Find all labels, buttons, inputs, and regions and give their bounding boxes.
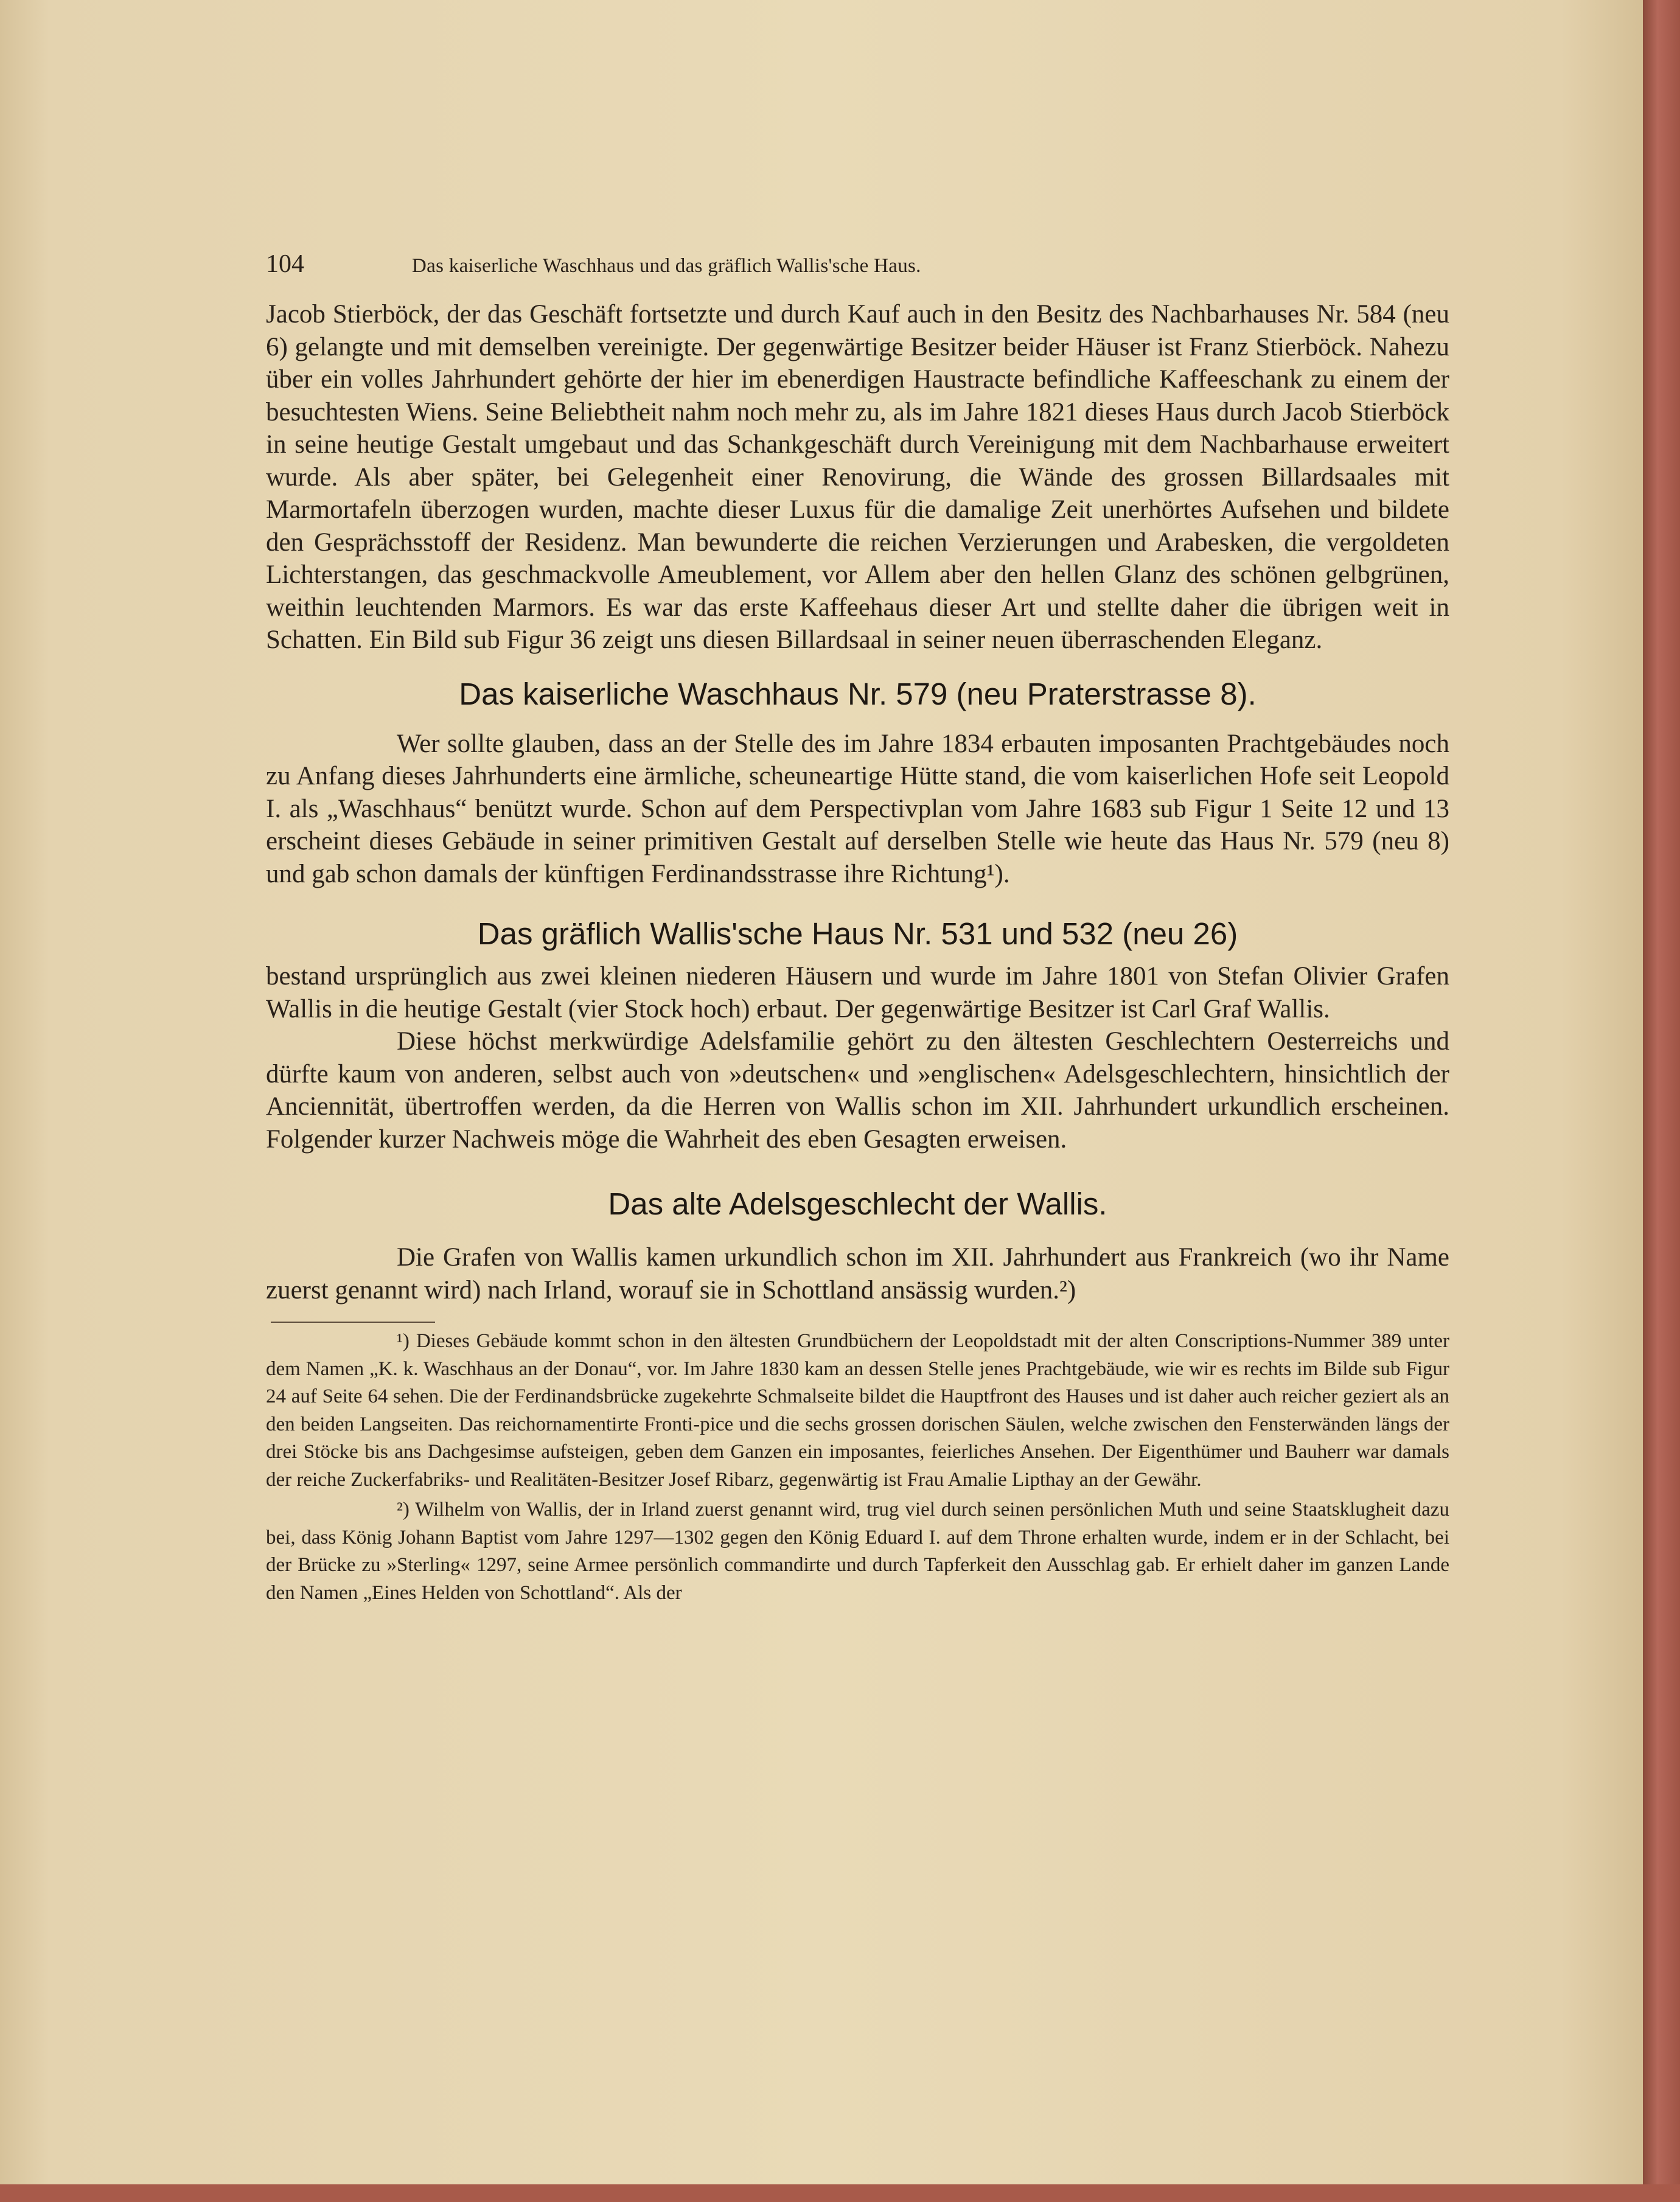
- paragraph-waschhaus: Wer sollte glauben, dass an der Stelle des im Jahre 1834 erbauten imposanten Prachtgebäudes noch zu Anfang dieses Jahrhunderts eine ärmliche, scheuneartige Hütte stand, die vom kaiserlichen Hofe seit Leopold I. als „Waschhaus“ benützt wurde. Schon auf dem Perspectivplan vom Jahre 1683 sub Figur 1 Seite 12 und 13 erscheint dieses Gebäude in seiner primitiven Gestalt auf derselben Stelle wie heute das Haus Nr. 579 (neu 8) und gab schon damals der künftigen Ferdinandsstrasse ihre Richtung¹).: [266, 729, 1449, 888]
- paragraph-stierboeck: Jacob Stierböck, der das Geschäft fortsetzte und durch Kauf auch in den Besitz des Nachbarhauses Nr. 584 (neu 6) gelangte und mit demselben vereinigte. Der gegenwärtige Besitzer beider Häuser ist Franz Stierböck. Nahezu über ein volles Jahrhundert gehörte der hier im ebenerdigen Haustracte befindliche Kaffeeschank zu einem der besuchtesten Wiens. Seine Beliebtheit nahm noch mehr zu, als im Jahre 1821 dieses Haus durch Jacob Stierböck in seine heutige Gestalt umgebaut und das Schankgeschäft durch Vereinigung mit dem Nachbarhause erweitert wurde. Als aber später, bei Gelegenheit einer Renovirung, die Wände des grossen Billardsaales mit Marmortafeln überzogen wurden, machte dieser Luxus für die damalige Zeit unerhörtes Aufsehen und bildete den Gesprächsstoff der Residenz. Man bewunderte die reichen Verzierungen und Arabesken, die vergoldeten Lichterstangen, das geschmackvolle Ameublement, vor Allem aber den hellen Glanz des schönen gelbgrünen, weithin leuchtenden Marmors. Es war das erste Kaffeehaus dieser Art und stellte daher die übrigen weit in Schatten. Ein Bild sub Figur 36 zeigt uns diesen Billardsaal in seiner neuen überraschenden Eleganz.: [266, 300, 1449, 654]
- heading-wallis-haus: Das gräflich Wallis'sche Haus Nr. 531 und 532 (neu 26): [477, 916, 1238, 951]
- heading-waschhaus: Das kaiserliche Waschhaus Nr. 579 (neu Praterstrasse 8).: [459, 676, 1257, 711]
- page-header: [266, 249, 1449, 298]
- heading-adelsgeschlecht: Das alte Adelsgeschlecht der Wallis.: [608, 1186, 1107, 1221]
- footnote-2: ²) Wilhelm von Wallis, der in Irland zuerst genannt wird, trug viel durch seinen persönlichen Muth und seine Staatsklugheit dazu bei, dass König Johann Baptist vom Jahre 1297—1302 gegen den König Eduard I. auf dem Throne erhalten wurde, indem er in der Schlacht, bei der Brücke zu »Sterling« 1297, seine Armee persönlich commandirte und durch Tapferkeit den Ausschlag gab. Er erhielt daher im ganzen Lande den Namen „Eines Helden von Schottland“. Als der: [266, 1499, 1449, 1604]
- running-head: Das kaiserliche Waschhaus und das gräflich Wallis'sche Haus.: [412, 255, 921, 277]
- footnote-separator: [271, 1322, 435, 1323]
- paragraph-wallis-haus: bestand ursprünglich aus zwei kleinen niederen Häusern und wurde im Jahre 1801 von Stefan Olivier Grafen Wallis in die heutige Gestalt (vier Stock hoch) erbaut. Der gegenwärtige Besitzer ist Carl Graf Wallis.: [266, 962, 1449, 1023]
- book-binding-edge: [1643, 0, 1680, 2202]
- paragraph-grafen-wallis: Die Grafen von Wallis kamen urkundlich schon im XII. Jahrhundert aus Frankreich (wo ihr Name zuerst genannt wird) nach Irland, worauf sie in Schottland ansässig wurden.²): [266, 1243, 1449, 1305]
- paragraph-adelsfamilie: Diese höchst merkwürdige Adelsfamilie gehört zu den ältesten Geschlechtern Oesterreichs und dürfte kaum von anderen, selbst auch von »deutschen« und »englischen« Adelsgeschlechtern, hinsichtlich der Anciennität, übertroffen werden, da die Herren von Wallis schon im XII. Jahrhundert urkundlich erscheinen. Folgender kurzer Nachweis möge die Wahrheit des eben Gesagten erweisen.: [266, 1027, 1449, 1154]
- footnote-1: ¹) Dieses Gebäude kommt schon in den ältesten Grundbüchern der Leopoldstadt mit der alten Conscriptions-Nummer 389 unter dem Namen „K. k. Waschhaus an der Donau“, vor. Im Jahre 1830 kam an dessen Stelle jenes Prachtgebäude, wie wir es rechts im Bilde sub Figur 24 auf Seite 64 sehen. Die der Ferdinandsbrücke zugekehrte Schmalseite bildet die Hauptfront des Hauses und ist daher auch reicher geziert als an den beiden Langseiten. Das reichornamentirte Fronti-pice und die sechs grossen dorischen Säulen, welche zwischen den Fensterwänden längs der drei Stöcke bis ans Dachgesimse aufsteigen, geben dem Ganzen ein imposantes, feierliches Ansehen. Der Eigenthümer und Bauherr war damals der reiche Zuckerfabriks- und Realitäten-Besitzer Josef Ribarz, gegenwärtig ist Frau Amalie Lipthay an der Gewähr.: [266, 1330, 1449, 1491]
- page-content: [266, 249, 1449, 1607]
- book-bottom-edge: [0, 2184, 1680, 2202]
- page-number: 104: [266, 250, 304, 278]
